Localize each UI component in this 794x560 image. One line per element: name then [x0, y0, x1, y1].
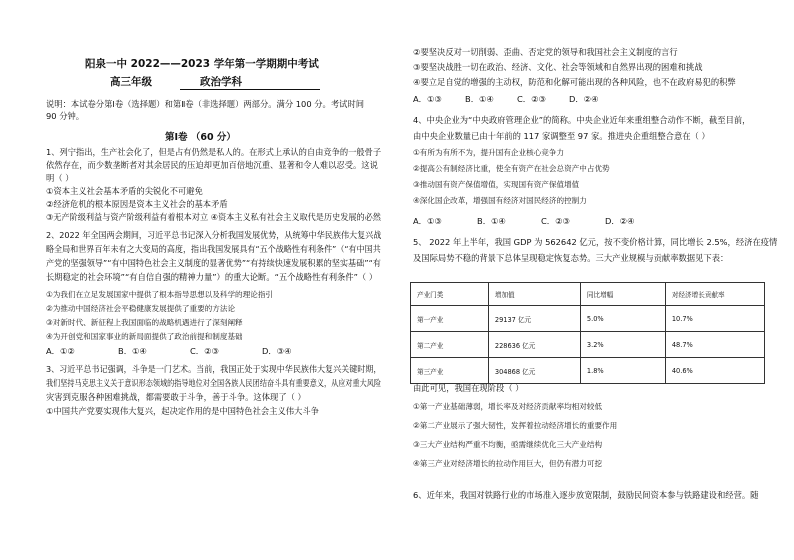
instructions-line: 90 分钟。 — [46, 111, 85, 121]
right-column — [403, 0, 788, 560]
q3-option: ③要坚决战胜一切在政治、经济、文化、社会等领域和自然界出现的困难和挑战 — [413, 62, 703, 72]
table-cell: 40.6% — [665, 358, 764, 384]
section-title: 第Ⅰ卷 （60 分） — [165, 132, 236, 143]
table-row — [411, 306, 765, 332]
q1-stem: 依然存在，而少数垄断者对其余居民的压迫却更加百倍地沉重、显著和令人难以忍受。这说 — [46, 160, 378, 170]
q4-answer-a: A．①③ — [413, 216, 442, 226]
q2-stem: 产党的坚强领导”“有中国特色社会主义制度的显著优势”“有持续快速发展积累的坚实基础”“有 — [46, 258, 381, 268]
q3-answer-b: B．①④ — [465, 94, 494, 104]
table-cell: 第二产业 — [411, 332, 489, 358]
table-cell: 5.0% — [580, 306, 665, 332]
table-row — [411, 358, 765, 384]
q3-option: ①中国共产党要实现伟大复兴，起决定作用的是中国特色社会主义伟大斗争 — [46, 406, 319, 416]
q2-stem: 长期稳定的社会环境”“有自信自强的精神力量”）的重大论断。“五个战略性有利条件”（ ） — [46, 272, 378, 282]
q3-stem: 灾害到克服各种困难挑战，都需要敢于斗争，善于斗争。这体现了（ ） — [46, 392, 306, 402]
q4-stem: 4、中央企业为“中央政府管理企业”的简称。中央企业近年来重组整合动作不断，截至目前， — [413, 115, 751, 125]
q4-answer-b: B．①④ — [477, 216, 506, 226]
table-cell: 3.2% — [580, 332, 665, 358]
q3-answer-d: D．②④ — [569, 94, 599, 104]
table-row — [411, 332, 765, 358]
q4-answer-d: D．②④ — [605, 216, 635, 226]
q5-option: ①第一产业基础薄弱，增长率及对经济贡献率均相对较低 — [413, 402, 603, 411]
subject-underline — [180, 89, 320, 90]
left-column — [0, 0, 385, 560]
q3-answer-a: A．①③ — [413, 94, 442, 104]
q2-answer-d: D．③④ — [262, 346, 292, 356]
q3-stem: 3、习近平总书记强调，斗争是一门艺术。当前，我国正处于实现中华民族伟大复兴关键时期， — [46, 364, 382, 374]
q2-option: ③对新时代、新征程上我国面临的战略机遇进行了深刻阐释 — [46, 318, 243, 327]
q6-stem: 6、近年来，我国对铁路行业的市场准入逐步放宽限制，鼓励民间资本参与铁路建设和经营。随 — [413, 490, 759, 500]
q2-option: ④为开创党和国家事业的新局面提供了政治前提和制度基础 — [46, 332, 243, 341]
q2-option: ②为推动中国经济社会平稳健康发展提供了重要的方法论 — [46, 304, 236, 313]
table-cell: 10.7% — [665, 306, 764, 332]
q5-lead: 由此可见，我国在现阶段（ ） — [413, 383, 524, 393]
q4-option: ②提高公有制经济比重，使全有资产在社会总资产中占优势 — [413, 164, 610, 173]
q2-answer-b: B．①④ — [118, 346, 147, 356]
table-cell: 第三产业 — [411, 358, 489, 384]
q5-option: ②第二产业展示了强大韧性，发挥着拉动经济增长的重要作用 — [413, 421, 618, 430]
q3-stem: 我们坚持马克思主义关于意识形态领域的指导地位对全国各族人民团结奋斗具有重要意义，从应对重大风险 — [46, 378, 381, 388]
q3-option: ④要立足自觉的增强的主动权，防范和化解可能出现的各种风险，也不在政府易犯的积弊 — [413, 77, 736, 87]
q5-stem: 及国际局势不稳的背景下总体呈现稳定恢复态势。三大产业规模与贡献率数据见下表： — [413, 253, 729, 263]
table-cell: 29137 亿元 — [488, 306, 580, 332]
q1-option: ③无产阶级利益与资产阶级利益有着根本对立 ④资本主义私有社会主义取代是历史发展的必然 — [46, 212, 381, 222]
q4-stem: 由中央企业数量已由十年前的 117 家调整至 97 家。推进央企重组整合意在（ ） — [413, 131, 710, 141]
industry-table — [410, 282, 765, 384]
table-cell: 304868 亿元 — [488, 358, 580, 384]
q1-stem: 1、列宁指出，生产社会化了，但是占有仍然是私人的。在形式上承认的自由竞争的一般骨子 — [46, 147, 382, 157]
q2-answer-a: A．①② — [46, 346, 75, 356]
q2-stem: 2、2022 年全国两会期间，习近平总书记深入分析我国发展优势，从统筹中华民族伟大复兴战 — [46, 230, 382, 240]
table-header-cell: 对经济增长贡献率 — [665, 283, 764, 306]
q4-option: ①有所为有所不为，提升国有企业核心竞争力 — [413, 148, 565, 157]
table-header-cell: 同比增幅 — [580, 283, 665, 306]
q4-answer-c: C．②③ — [541, 216, 570, 226]
q2-answer-c: C．②③ — [190, 346, 219, 356]
q4-option: ④深化国企改革，增强国有经济对国民经济的控制力 — [413, 196, 587, 205]
q2-option: ①为我们在立足发展国家中提供了根本指导思想以及科学的理论指引 — [46, 290, 274, 299]
q1-option: ①资本主义社会基本矛盾的尖锐化不可避免 — [46, 186, 203, 196]
instructions-line: 说明：本试卷分第Ⅰ卷（选择题）和第Ⅱ卷（非选择题）两部分。满分 100 分。考试时间 — [46, 99, 365, 109]
table-header-cell: 增加值 — [488, 283, 580, 306]
q2-stem: 略全局和世界百年未有之大变局的高度，指出我国发展具有“五个战略性有利条件”（“有中国共 — [46, 244, 381, 254]
table-header-cell: 产业门类 — [411, 283, 489, 306]
q1-stem: 明（ ） — [46, 173, 74, 183]
q1-option: ②经济危机的根本原因是资本主义社会的基本矛盾 — [46, 199, 228, 209]
q3-answer-c: C．②③ — [517, 94, 546, 104]
exam-title: 阳泉一中 2022——2023 学年第一学期期中考试 — [85, 58, 319, 70]
table-cell: 第一产业 — [411, 306, 489, 332]
q5-stem: 5、 2022 年上半年，我国 GDP 为 562642 亿元，按不变价格计算，同比增长 2.5%，经济在疫情 — [413, 237, 778, 247]
q4-option: ③推动国有资产保值增值，实现国有资产保值增值 — [413, 180, 580, 189]
table-header-row — [411, 283, 765, 306]
table-cell: 48.7% — [665, 332, 764, 358]
subject-label: 政治学科 — [200, 76, 242, 88]
q5-option: ③三大产业结构严重不均衡，亟需继续优化三大产业结构 — [413, 440, 603, 449]
table-cell: 1.8% — [580, 358, 665, 384]
grade-label: 高三年级 — [110, 76, 152, 88]
table-cell: 228636 亿元 — [488, 332, 580, 358]
q5-option: ④第三产业对经济增长的拉动作用巨大，但仍有潜力可挖 — [413, 459, 603, 468]
q3-option: ②要坚决反对一切削弱、歪曲、否定党的领导和我国社会主义制度的言行 — [413, 47, 678, 57]
